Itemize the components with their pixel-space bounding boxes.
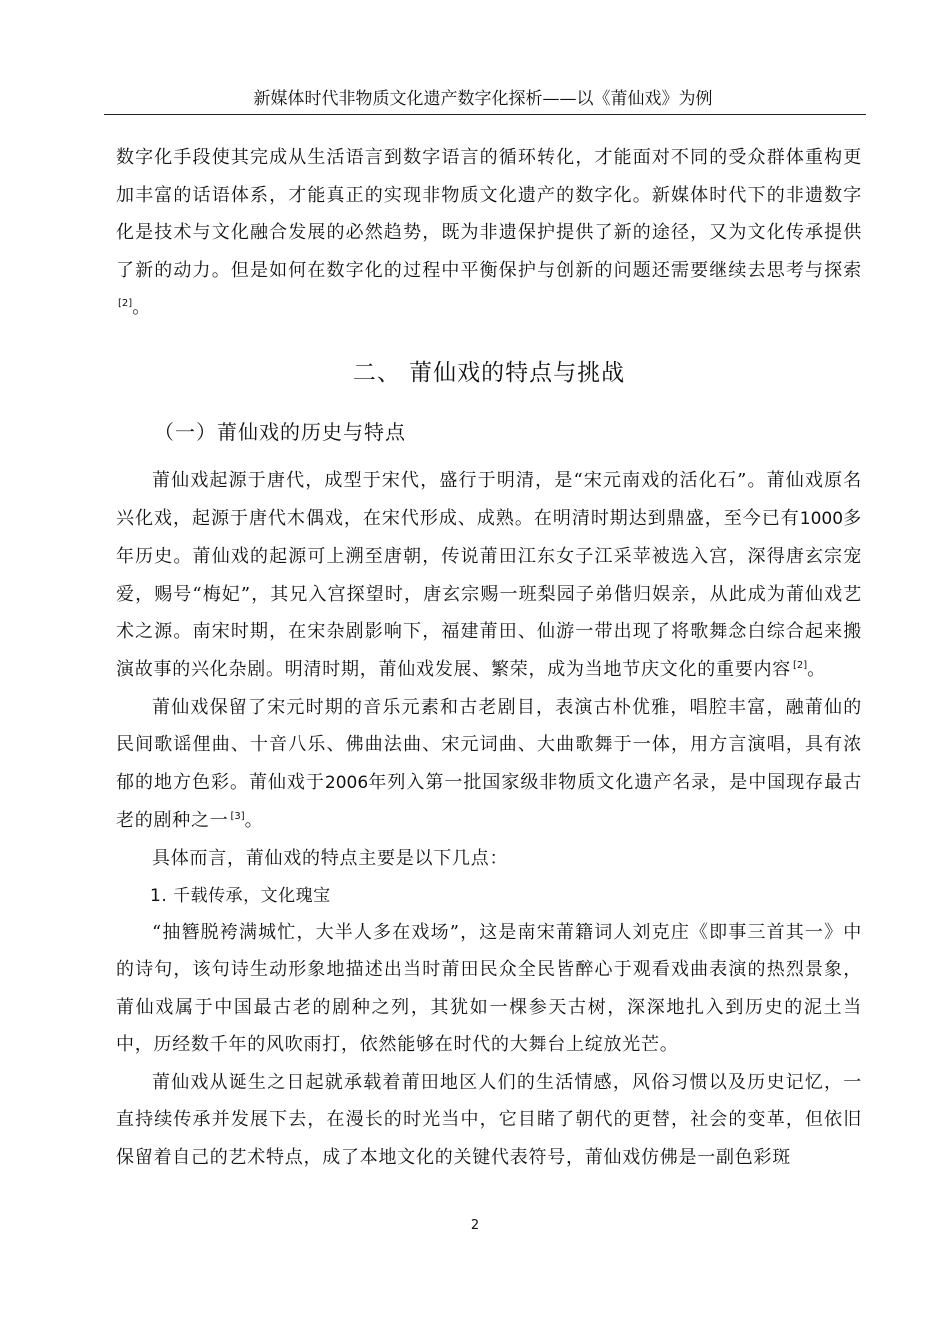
listing-year: 2006 — [324, 772, 369, 793]
paragraph-end: 。 — [807, 658, 826, 680]
citation-ref: [2] — [793, 659, 808, 671]
page-number: 2 — [470, 1218, 480, 1233]
paragraph-text: 莆仙戏起源于唐代，成型于宋代，盛行于明清，是“宋元南戏的活化石”。莆仙戏原名兴化戏，起源于唐代木偶戏，在宋代形成、成熟。在明清时期达到鼎盛，至今已有 — [116, 469, 862, 529]
running-header: 新媒体时代非物质文化遗产数字化探析——以《莆仙戏》为例 — [253, 89, 713, 109]
section-heading: 二、 莆仙戏的特点与挑战 — [352, 359, 626, 386]
continuation-paragraph — [116, 139, 862, 327]
citation-ref: [2] — [118, 298, 133, 310]
paragraph-end: 。 — [132, 297, 151, 319]
header-rule — [104, 114, 866, 115]
year-count: 1000 — [799, 508, 844, 529]
page-body — [116, 139, 862, 1177]
heritage-paragraph: 莆仙戏从诞生之日起就承载着莆田地区人们的生活情感，风俗习惯以及历史记忆，一直持续传承并发展下去，在漫长的时光当中，它目睹了朝代的更替，社会的变革，但依旧保留着自己的艺术特点，成了本地文化的关键代表符号，莆仙戏仿佛是一副色彩斑 — [116, 1071, 862, 1169]
paragraph-end: 。 — [244, 810, 264, 832]
subsection-heading: （一）莆仙戏的历史与特点 — [154, 419, 406, 444]
history-paragraph — [116, 462, 862, 689]
citation-ref: [3] — [230, 811, 245, 823]
paragraph-text: 数字化手段使其完成从生活语言到数字语言的循环转化，才能面对不同的受众群体重构更加丰富的话语体系，才能真正的实现非物质文化遗产的数字化。新媒体时代下的非遗数字化是技术与文化融合发展的必然趋势，既为非遗保护提供了新的途径，又为文化传承提供了新的动力。但是如何在数字化的过程中平衡保护与创新的问题还需要继续去思考与探索 — [116, 147, 862, 281]
paragraph-text: 多年历史。莆仙戏的起源可上溯至唐朝，传说莆田江东女子江采苹被选入宫，深得唐玄宗宠爱，赐号“梅妃”，其兄入宫探望时，唐玄宗赐一班梨园子弟偕归娱亲，从此成为莆仙戏艺术之源。南宋时期，在宋杂剧影响下，福建莆田、仙游一带出现了将歌舞念白综合起来搬演故事的兴化杂剧。明清时期，莆仙戏发展、繁荣，成为当地节庆文化的重要内容 — [116, 507, 863, 680]
paragraph-text: 莆仙戏保留了宋元时期的音乐元素和古老剧目，表演古朴优雅，唱腔丰富，融莆仙的民间歌谣俚曲、十音八乐、佛曲法曲、宋元词曲、大曲歌舞于一体，用方言演唱，具有浓郁的地方色彩。莆仙戏于 — [116, 696, 862, 793]
point-heading: 1. 千载传承，文化瑰宝 — [150, 885, 331, 906]
features-paragraph — [116, 689, 862, 840]
paragraph-text: 年列入第一批国家级非物质文化遗产名录，是中国现存最古老的剧种之一 — [116, 771, 862, 832]
intro-paragraph: 具体而言，莆仙戏的特点主要是以下几点： — [152, 847, 509, 869]
poem-paragraph: “抽簪脱袴满城忙，大半人多在戏场”，这是南宋莆籍词人刘克庄《即事三首其一》中的诗句，该句诗生动形象地描述出当时莆田民众全民皆醉心于观看戏曲表演的热烈景象，莆仙戏属于中国最古老的剧种之列，其犹如一棵参天古树，深深地扎入到历史的泥土当中，历经数千年的风吹雨打，依然能够在时代的大舞台上绽放光芒。 — [116, 921, 862, 1056]
